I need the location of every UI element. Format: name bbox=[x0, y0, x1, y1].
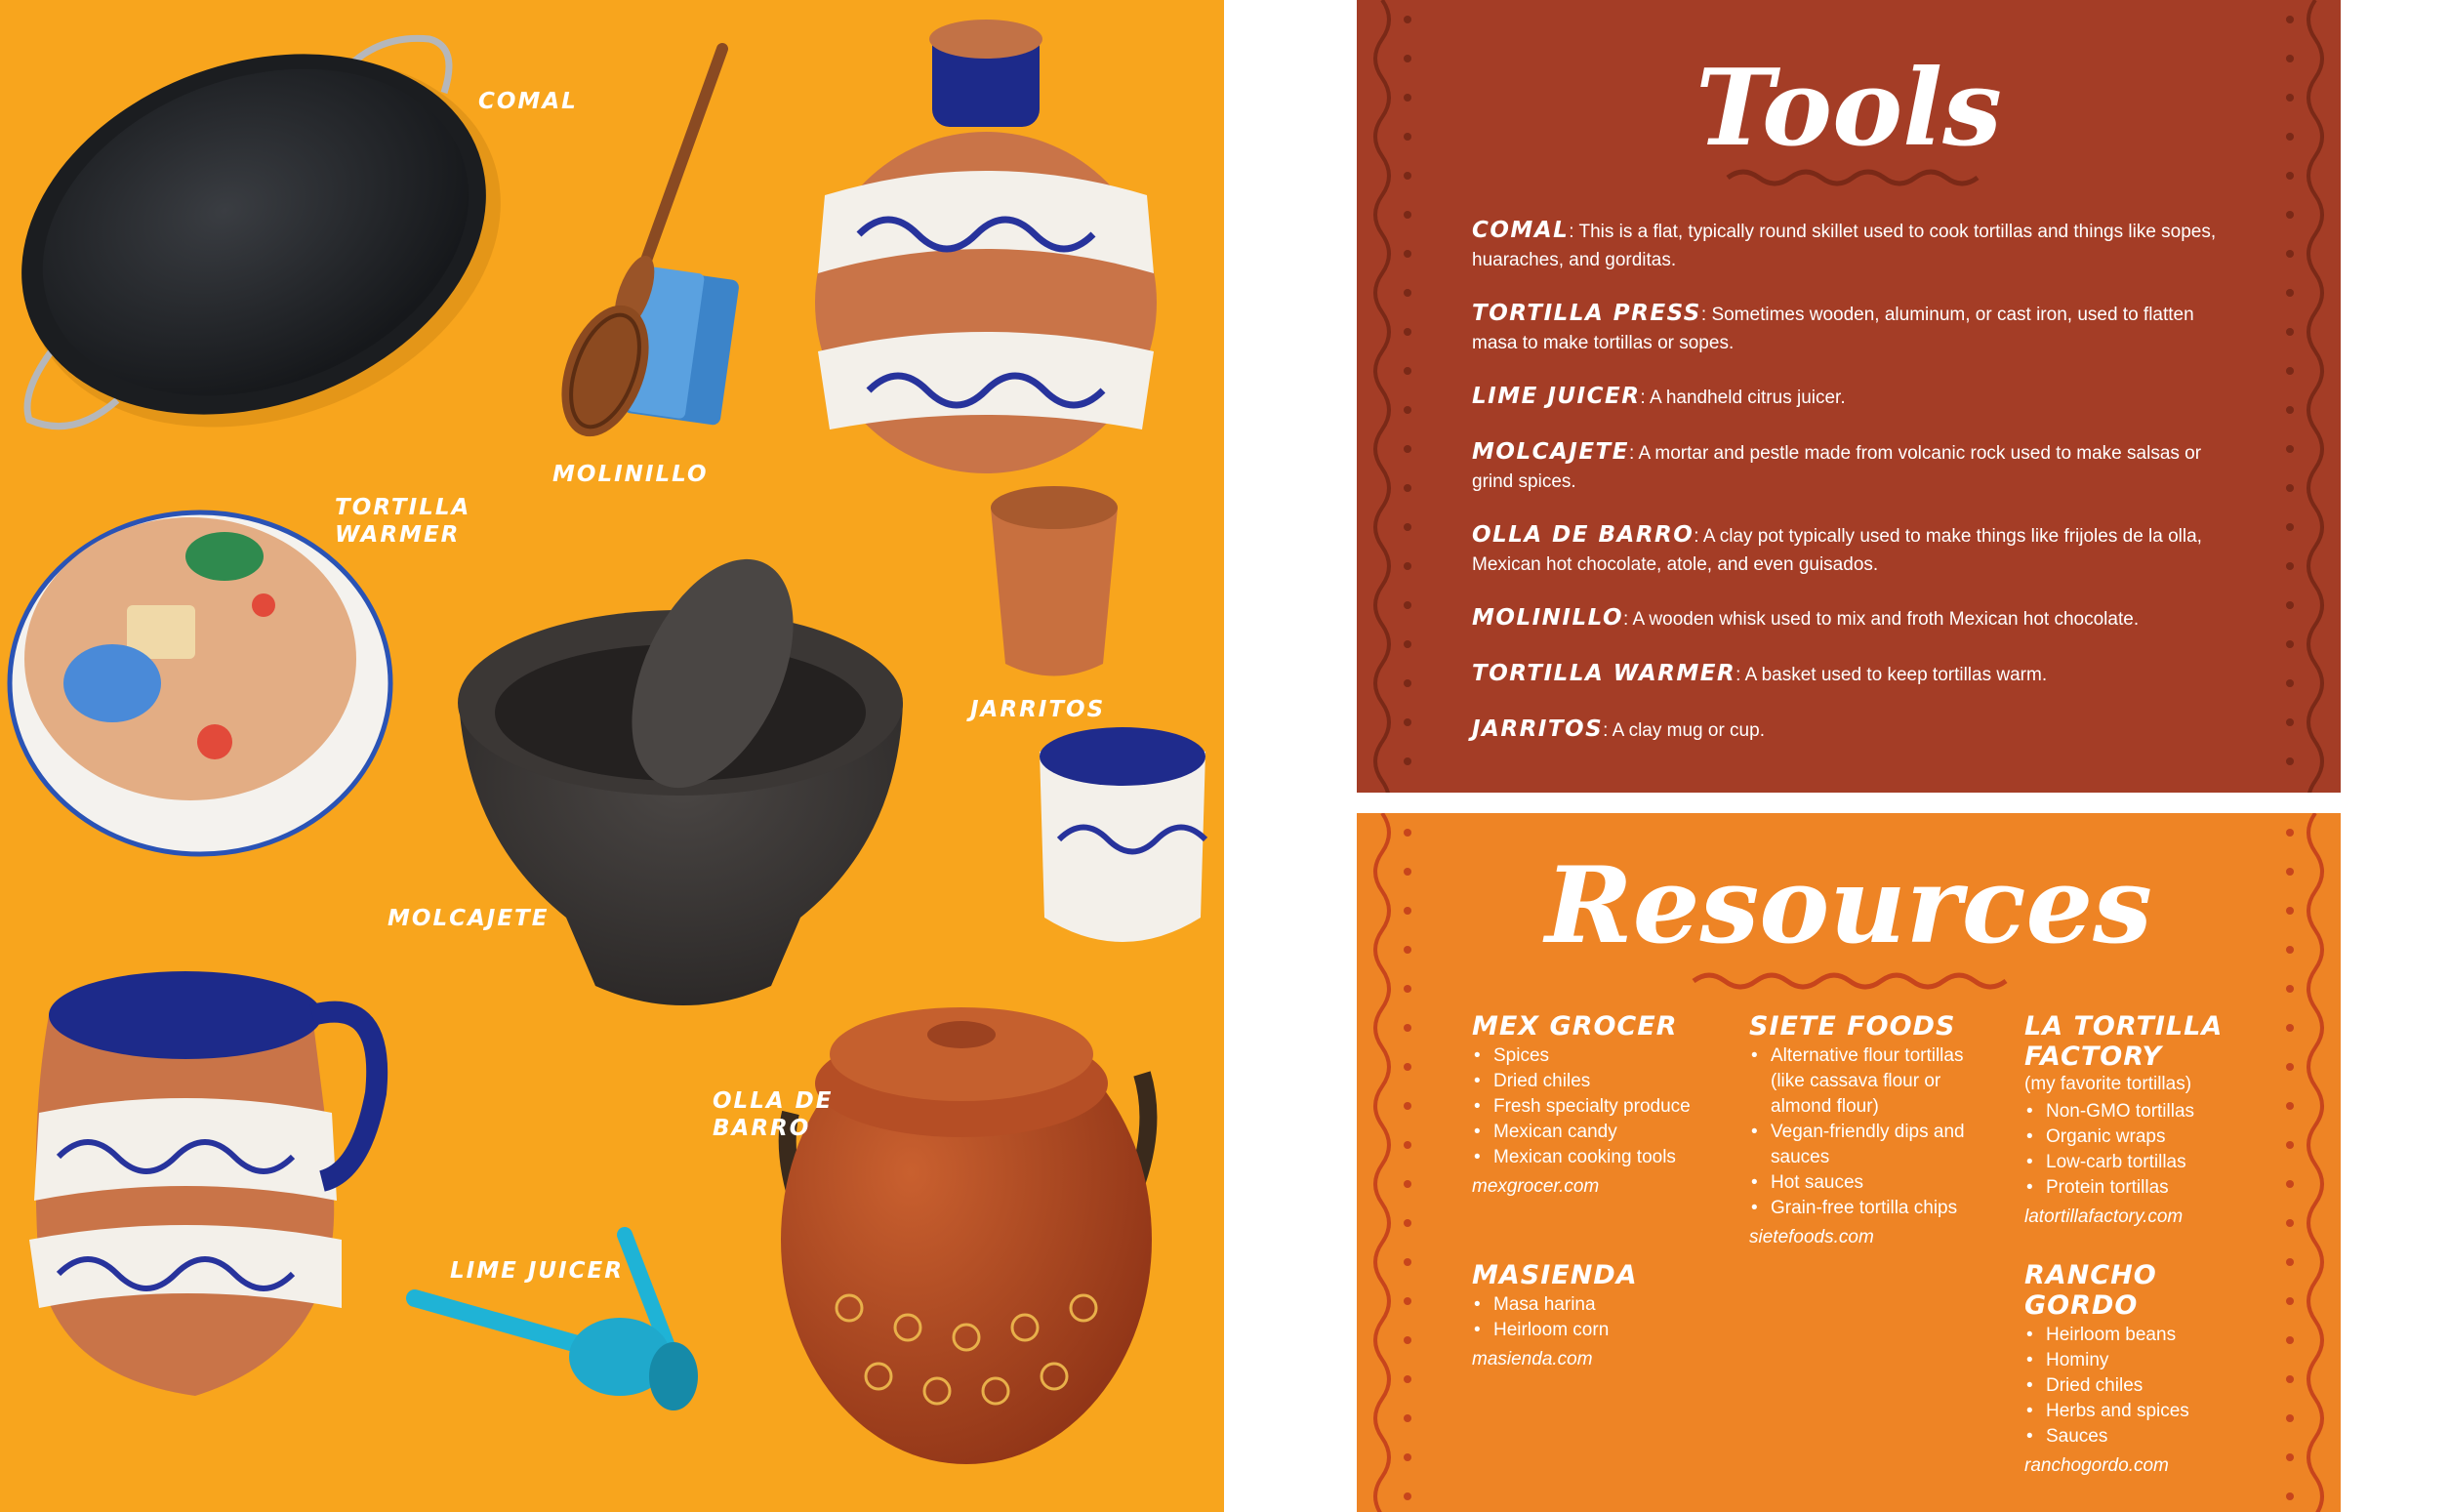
tool-definition: A basket used to keep tortillas warm. bbox=[1744, 665, 2048, 685]
list-item: • Dried chiles bbox=[1472, 1069, 1731, 1094]
tool-definition: A mortar and pestle made from volcanic rock used to make salsas or grind spices. bbox=[1472, 443, 2202, 492]
list-item: • Mexican candy bbox=[1472, 1120, 1731, 1145]
list-item: • Fresh specialty produce bbox=[1472, 1094, 1731, 1120]
tool-definition: A wooden whisk used to mix and froth Mexican hot chocolate. bbox=[1632, 609, 2140, 630]
list-item: • Herbs and spices bbox=[2024, 1399, 2268, 1424]
resource-mex-grocer bbox=[1472, 1011, 1731, 1200]
resource-name: MASIENDA bbox=[1472, 1260, 1638, 1290]
tool-definition: This is a flat, typically round skillet used to cook tortillas and things like sopes, huaraches, and gorditas. bbox=[1472, 222, 2217, 270]
tool-entry-olla-de-barro bbox=[1472, 521, 2233, 579]
list-item: • Grain-free tortilla chips bbox=[1749, 1196, 1998, 1221]
tool-entry-molinillo bbox=[1472, 604, 2233, 633]
tool-term: MOLCAJETE bbox=[1472, 439, 1629, 465]
resource-url[interactable]: masienda.com bbox=[1472, 1349, 1593, 1369]
olla-de-barro-image bbox=[781, 1007, 1152, 1464]
label-jarritos: JARRITOS bbox=[970, 697, 1106, 722]
tool-term: MOLINILLO bbox=[1472, 605, 1624, 631]
tortilla-warmer-image bbox=[10, 512, 390, 854]
resource-siete-foods bbox=[1749, 1011, 1998, 1250]
molcajete-image bbox=[458, 534, 903, 1005]
label-olla-de-barro: OLLA DE BARRO bbox=[713, 1088, 834, 1141]
tool-colon: : bbox=[1735, 665, 1745, 685]
tool-definition: A clay pot typically used to make things like frijoles de la olla, Mexican hot chocolate, atole, and even guisados. bbox=[1472, 526, 2202, 575]
label-molinillo: MOLINILLO bbox=[552, 462, 709, 487]
resource-name: LA TORTILLA FACTORY bbox=[2024, 1011, 2224, 1072]
resource-rancho-gordo bbox=[2024, 1260, 2268, 1479]
list-item: • Protein tortillas bbox=[2024, 1175, 2268, 1201]
label-tortilla-warmer: TORTILLA WARMER bbox=[335, 495, 471, 548]
resource-url[interactable]: sietefoods.com bbox=[1749, 1227, 1874, 1247]
list-item: • Alternative flour tortillas (like cassava flour or almond flour) bbox=[1749, 1043, 1998, 1120]
tools-title-underline bbox=[1728, 172, 1978, 184]
tool-definition: A clay mug or cup. bbox=[1612, 720, 1765, 741]
tool-definition: A handheld citrus juicer. bbox=[1649, 388, 1846, 408]
tool-entry-lime-juicer bbox=[1472, 383, 2233, 412]
tool-colon: : bbox=[1694, 526, 1703, 547]
tool-term: TORTILLA WARMER bbox=[1472, 661, 1736, 686]
resource-list bbox=[2024, 1323, 2268, 1450]
photo-page bbox=[0, 0, 1224, 1512]
tool-entry-tortilla-press bbox=[1472, 300, 2233, 357]
kitchen-tools-photo bbox=[0, 0, 1224, 1512]
list-item: • Low-carb tortillas bbox=[2024, 1150, 2268, 1175]
list-item: • Vegan-friendly dips and sauces bbox=[1749, 1120, 1998, 1170]
tool-definition: Sometimes wooden, aluminum, or cast iron, used to flatten masa to make tortillas or sopes. bbox=[1472, 305, 2194, 353]
tools-panel bbox=[1357, 0, 2341, 793]
list-item: • Hominy bbox=[2024, 1348, 2268, 1373]
resources-title-underline bbox=[1694, 975, 2006, 987]
list-item: • Sauces bbox=[2024, 1424, 2268, 1450]
list-item: • Spices bbox=[1472, 1043, 1731, 1069]
tool-term: JARRITOS bbox=[1472, 716, 1604, 742]
resources-panel bbox=[1357, 813, 2341, 1512]
tool-term: TORTILLA PRESS bbox=[1472, 301, 1701, 326]
list-item: • Mexican cooking tools bbox=[1472, 1145, 1731, 1170]
pitcher-image bbox=[29, 971, 377, 1396]
tool-entry-tortilla-warmer bbox=[1472, 660, 2233, 689]
list-item: • Dried chiles bbox=[2024, 1373, 2268, 1399]
clay-cup-image bbox=[991, 486, 1118, 676]
clay-vase-image bbox=[815, 20, 1157, 473]
tool-colon: : bbox=[1623, 609, 1633, 630]
resource-list bbox=[1472, 1292, 1731, 1343]
resource-la-tortilla-factory bbox=[2024, 1011, 2268, 1230]
tools-title: Tools bbox=[1695, 47, 2002, 170]
list-item: • Masa harina bbox=[1472, 1292, 1731, 1318]
tool-term: COMAL bbox=[1472, 218, 1570, 243]
tool-colon: : bbox=[1640, 388, 1650, 408]
label-molcajete: MOLCAJETE bbox=[388, 906, 550, 931]
tool-colon: : bbox=[1628, 443, 1639, 464]
jarrito-image bbox=[1040, 727, 1205, 942]
resources-title: Resources bbox=[1544, 844, 2152, 967]
tool-entry-molcajete bbox=[1472, 438, 2233, 496]
tool-term: OLLA DE BARRO bbox=[1472, 522, 1695, 548]
resource-note: (my favorite tortillas) bbox=[2024, 1074, 2192, 1094]
tool-colon: : bbox=[1569, 222, 1579, 242]
resource-list bbox=[2024, 1099, 2268, 1201]
tool-entry-comal bbox=[1472, 217, 2233, 274]
list-item: • Organic wraps bbox=[2024, 1124, 2268, 1150]
list-item: • Heirloom corn bbox=[1472, 1318, 1731, 1343]
resource-name: RANCHO GORDO bbox=[2024, 1260, 2157, 1321]
resource-url[interactable]: latortillafactory.com bbox=[2024, 1206, 2184, 1227]
tool-colon: : bbox=[1603, 720, 1613, 741]
comal-image bbox=[0, 0, 552, 491]
resource-list bbox=[1472, 1043, 1731, 1170]
list-item: • Non-GMO tortillas bbox=[2024, 1099, 2268, 1124]
tool-term: LIME JUICER bbox=[1472, 384, 1641, 409]
label-comal: COMAL bbox=[478, 89, 578, 114]
tool-entry-jarritos bbox=[1472, 715, 2233, 745]
resource-name: MEX GROCER bbox=[1472, 1011, 1678, 1042]
list-item: • Heirloom beans bbox=[2024, 1323, 2268, 1348]
resource-url[interactable]: ranchogordo.com bbox=[2024, 1455, 2169, 1476]
resource-url[interactable]: mexgrocer.com bbox=[1472, 1176, 1600, 1197]
resource-name: SIETE FOODS bbox=[1749, 1011, 1956, 1042]
resource-list bbox=[1749, 1043, 1998, 1221]
resource-masienda bbox=[1472, 1260, 1731, 1372]
label-lime-juicer: LIME JUICER bbox=[450, 1258, 624, 1284]
list-item: • Hot sauces bbox=[1749, 1170, 1998, 1196]
tool-colon: : bbox=[1700, 305, 1712, 325]
